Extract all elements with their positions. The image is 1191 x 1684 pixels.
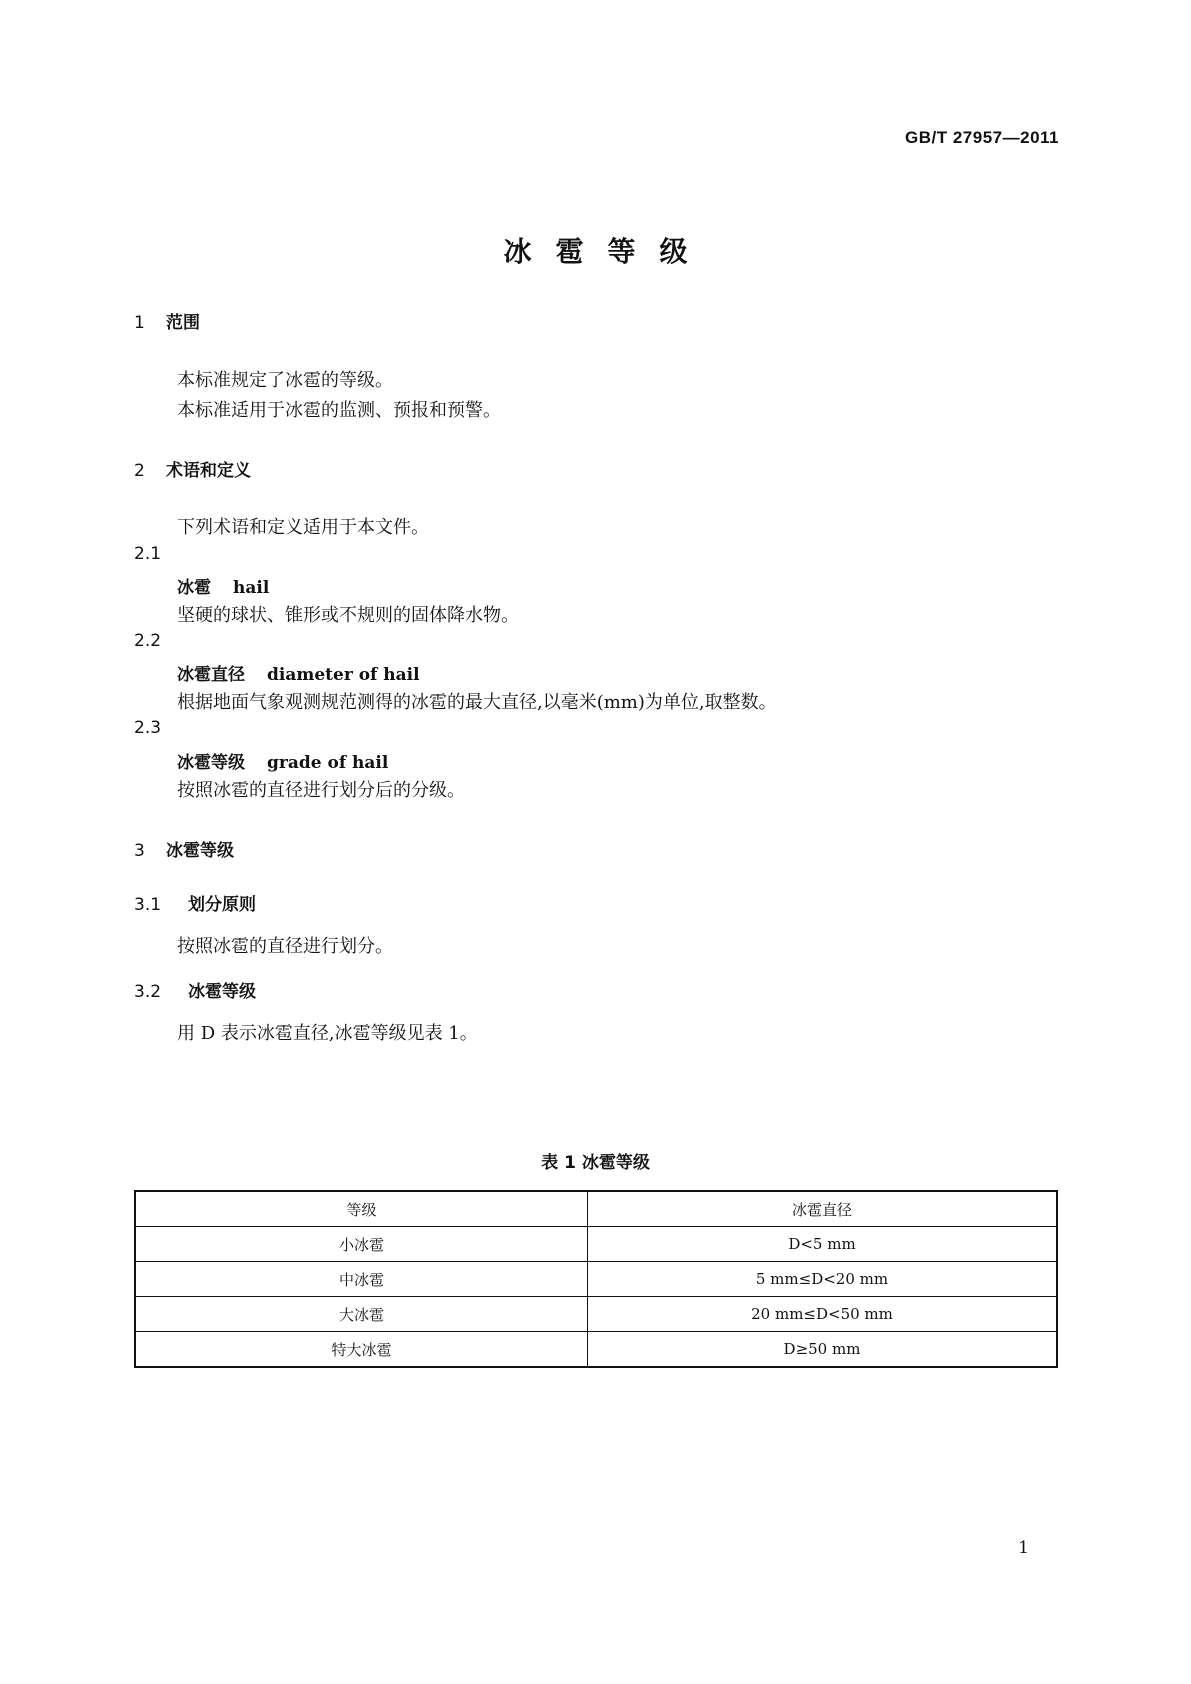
- term-en: diameter of hail: [267, 665, 420, 685]
- paragraph: 下列术语和定义适用于本文件。: [177, 517, 429, 538]
- subsection-number: 3.1: [134, 895, 162, 915]
- table-header-row: [135, 1191, 1057, 1227]
- subsection-3-2-heading: [134, 977, 256, 1002]
- term-entry: [177, 748, 388, 773]
- section-title: 范围: [166, 313, 200, 333]
- subsection-title: 冰雹等级: [188, 982, 256, 1002]
- term-definition: 根据地面气象观测规范测得的冰雹的最大直径,以毫米(mm)为单位,取整数。: [177, 692, 777, 713]
- term-definition: 坚硬的球状、锥形或不规则的固体降水物。: [177, 605, 519, 626]
- grade-cell: 小冰雹: [135, 1227, 588, 1262]
- table-row: [135, 1262, 1057, 1297]
- section-number: 2: [134, 461, 145, 481]
- paragraph: 按照冰雹的直径进行划分。: [177, 936, 393, 957]
- subsection-number: 3.2: [134, 982, 162, 1002]
- subsection-3-1-heading: [134, 890, 256, 915]
- term-zh: 冰雹: [177, 578, 211, 598]
- section-1-heading: [134, 308, 200, 333]
- diameter-cell: 20 mm≤D<50 mm: [588, 1297, 1058, 1332]
- section-title: 冰雹等级: [166, 841, 234, 861]
- term-zh: 冰雹直径: [177, 665, 245, 685]
- column-header: 冰雹直径: [588, 1191, 1058, 1227]
- term-number: 2.1: [134, 544, 162, 564]
- paragraph: 用 D 表示冰雹直径,冰雹等级见表 1。: [177, 1023, 478, 1044]
- diameter-cell: D≥50 mm: [588, 1332, 1058, 1368]
- term-entry: [177, 660, 420, 685]
- term-zh: 冰雹等级: [177, 753, 245, 773]
- term-en: grade of hail: [267, 753, 389, 773]
- page-number: 1: [1018, 1538, 1029, 1558]
- column-header: 等级: [135, 1191, 588, 1227]
- term-definition: 按照冰雹的直径进行划分后的分级。: [177, 780, 465, 801]
- paragraph: 本标准规定了冰雹的等级。: [177, 370, 393, 391]
- section-3-heading: [134, 836, 234, 861]
- table-caption: 表 1 冰雹等级: [541, 1153, 650, 1173]
- term-number: 2.3: [134, 718, 162, 738]
- diameter-cell: 5 mm≤D<20 mm: [588, 1262, 1058, 1297]
- grade-table: [134, 1190, 1058, 1368]
- section-2-heading: [134, 456, 251, 481]
- term-en: hail: [233, 578, 270, 598]
- table-row: [135, 1227, 1057, 1262]
- table-row: [135, 1332, 1057, 1368]
- table-row: [135, 1297, 1057, 1332]
- standard-number: GB/T 27957—2011: [905, 128, 1059, 147]
- diameter-cell: D<5 mm: [588, 1227, 1058, 1262]
- term-entry: [177, 573, 269, 598]
- subsection-title: 划分原则: [188, 895, 256, 915]
- grade-cell: 中冰雹: [135, 1262, 588, 1297]
- section-number: 3: [134, 841, 145, 861]
- paragraph: 本标准适用于冰雹的监测、预报和预警。: [177, 400, 501, 421]
- grade-cell: 大冰雹: [135, 1297, 588, 1332]
- section-number: 1: [134, 313, 145, 333]
- term-number: 2.2: [134, 631, 162, 651]
- document-title: 冰雹等级: [503, 235, 712, 268]
- grade-cell: 特大冰雹: [135, 1332, 588, 1368]
- section-title: 术语和定义: [166, 461, 251, 481]
